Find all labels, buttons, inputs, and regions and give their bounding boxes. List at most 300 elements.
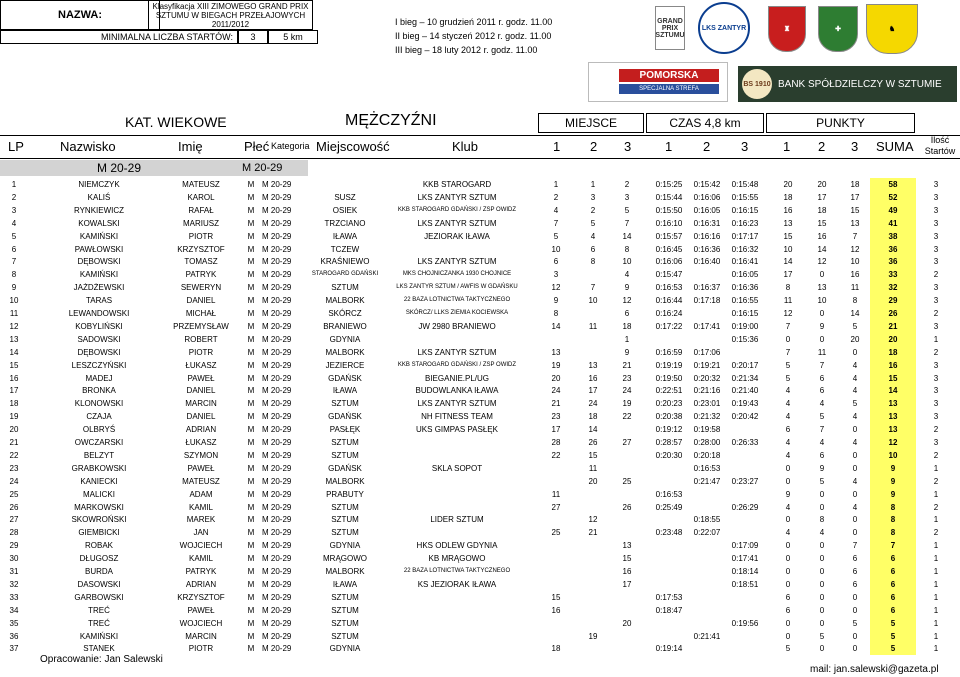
cell-p3: 5 bbox=[852, 321, 858, 331]
cell-c3: 0:21:40 bbox=[731, 386, 759, 396]
cell-miejscowosc: MALBORK bbox=[325, 347, 365, 357]
cell-m2: 14 bbox=[588, 425, 598, 435]
cell-m2 bbox=[583, 346, 603, 359]
cell-klub: JEZIORAK IŁAWA bbox=[424, 231, 490, 241]
table-row bbox=[0, 372, 960, 385]
punkty-header: PUNKTY bbox=[766, 113, 915, 133]
cell-miejscowosc: PRABUTY bbox=[326, 489, 364, 499]
cell-ilosc: 3 bbox=[933, 283, 939, 293]
cell-kategoria: M 20-29 bbox=[262, 438, 292, 447]
cell-miejscowosc: SZTUM bbox=[331, 618, 359, 628]
cell-imie: RAFAŁ bbox=[188, 205, 214, 215]
cell-p2: 4 bbox=[819, 528, 825, 538]
table-row bbox=[0, 462, 960, 475]
cell-imie: DANIEL bbox=[186, 412, 216, 422]
cell-ilosc: 3 bbox=[933, 218, 939, 228]
cell-ilosc: 3 bbox=[933, 399, 939, 409]
cell-c3 bbox=[726, 604, 764, 617]
cell-c1: 0:15:57 bbox=[655, 231, 683, 241]
cell-miejscowosc: SZTUM bbox=[331, 399, 359, 409]
cell-imie: WOJCIECH bbox=[179, 541, 223, 551]
cell-plec: M bbox=[247, 347, 255, 357]
cell-plec: M bbox=[247, 205, 255, 215]
cell-plec: M bbox=[247, 180, 255, 189]
cell-klub bbox=[378, 642, 536, 655]
cell-c1: 0:20:23 bbox=[655, 399, 683, 409]
cell-lp: 8 bbox=[11, 270, 17, 280]
cell-m1: 10 bbox=[551, 244, 561, 254]
cell-plec: M bbox=[247, 218, 255, 228]
cell-suma: 41 bbox=[870, 217, 916, 230]
table-row bbox=[0, 243, 960, 256]
cell-imie: KAROL bbox=[187, 192, 215, 202]
cell-c1 bbox=[650, 617, 688, 630]
cell-p2: 4 bbox=[819, 399, 825, 409]
cell-p1: 0 bbox=[785, 579, 791, 589]
cell-m3: 24 bbox=[622, 386, 632, 396]
cell-ilosc: 2 bbox=[933, 450, 939, 460]
cell-c1: 0:15:44 bbox=[655, 192, 683, 202]
author-mail: mail: jan.salewski@gazeta.pl bbox=[810, 664, 939, 675]
cell-m3: 2 bbox=[624, 180, 630, 189]
cell-c2: 0:20:32 bbox=[693, 373, 721, 383]
cell-c2: 0:17:18 bbox=[693, 296, 721, 306]
cell-suma: 38 bbox=[870, 230, 916, 243]
cell-c1: 0:16:06 bbox=[655, 257, 683, 267]
cell-c1: 0:28:57 bbox=[655, 438, 683, 447]
cell-p1: 9 bbox=[785, 489, 791, 499]
cell-imie: PAWEŁ bbox=[187, 605, 215, 615]
cell-m2 bbox=[583, 642, 603, 655]
cell-suma: 33 bbox=[870, 268, 916, 281]
cell-imie: SZYMON bbox=[183, 450, 219, 460]
cell-m3 bbox=[617, 462, 637, 475]
table-row bbox=[0, 346, 960, 359]
cell-klub: SKÓRCZ/ LLKS ZIEMIA KOCIEWSKA bbox=[405, 310, 509, 316]
table-row bbox=[0, 410, 960, 423]
table-row bbox=[0, 423, 960, 436]
kat-wiekowe: KAT. WIEKOWE bbox=[125, 114, 227, 130]
cell-c1: 0:23:48 bbox=[655, 528, 683, 538]
cell-plec: M bbox=[247, 270, 255, 280]
cell-m1 bbox=[546, 462, 566, 475]
cell-p2: 4 bbox=[819, 438, 825, 447]
cell-p1: 16 bbox=[783, 205, 793, 215]
cell-p2: 0 bbox=[819, 309, 825, 318]
cell-klub bbox=[378, 630, 536, 643]
cell-m3: 10 bbox=[622, 257, 632, 267]
cell-m2 bbox=[583, 539, 603, 552]
cell-c1: 0:15:25 bbox=[655, 180, 683, 189]
cell-suma: 32 bbox=[870, 281, 916, 294]
cell-ilosc: 3 bbox=[933, 321, 939, 331]
cell-c2 bbox=[688, 565, 726, 578]
cell-lp: 22 bbox=[9, 450, 19, 460]
cell-kategoria: M 20-29 bbox=[262, 205, 292, 215]
cell-m3: 14 bbox=[622, 231, 632, 241]
cell-c2 bbox=[688, 333, 726, 346]
cell-klub: LKS ZANTYR SZTUM bbox=[417, 218, 497, 228]
cell-m3: 19 bbox=[622, 399, 632, 409]
cell-suma: 9 bbox=[870, 475, 916, 488]
cell-lp: 17 bbox=[9, 386, 19, 396]
cell-c3: 0:15:55 bbox=[731, 192, 759, 202]
cell-c3 bbox=[726, 449, 764, 462]
cell-nazwisko: PAWŁOWSKI bbox=[74, 244, 124, 254]
cell-m2: 1 bbox=[590, 180, 596, 189]
bieg-2: II bieg – 14 styczeń 2012 r. godz. 11.00 bbox=[395, 31, 552, 41]
cell-klub: 22 BAZA LOTNICTWA TAKTYCZNEGO bbox=[403, 297, 511, 304]
cell-c3 bbox=[726, 462, 764, 475]
cell-m1: 24 bbox=[551, 386, 561, 396]
cell-imie: JAN bbox=[193, 528, 209, 538]
cell-m3 bbox=[617, 642, 637, 655]
bieg-3: III bieg – 18 luty 2012 r. godz. 11.00 bbox=[395, 45, 538, 55]
cell-c2: 0:22:07 bbox=[693, 528, 721, 538]
cell-p2: 5 bbox=[819, 476, 825, 486]
cell-kategoria: M 20-29 bbox=[262, 283, 292, 293]
cell-c3: 0:23:27 bbox=[731, 476, 759, 486]
cell-plec: M bbox=[247, 425, 255, 435]
cell-lp: 34 bbox=[9, 605, 19, 615]
cell-miejscowosc: GDYNIA bbox=[329, 644, 361, 654]
cell-miejscowosc: SZTUM bbox=[331, 605, 359, 615]
cell-kategoria: M 20-29 bbox=[262, 399, 292, 409]
cell-p1: 17 bbox=[783, 270, 793, 280]
cell-miejscowosc: SZTUM bbox=[331, 450, 359, 460]
cell-plec: M bbox=[247, 399, 255, 409]
cell-imie: DANIEL bbox=[186, 386, 216, 396]
cell-imie: WOJCIECH bbox=[179, 618, 223, 628]
cell-lp: 25 bbox=[9, 489, 19, 499]
cell-m2 bbox=[583, 578, 603, 591]
miejsce-header: MIEJSCE bbox=[538, 113, 644, 133]
cell-imie: MARCIN bbox=[185, 399, 217, 409]
cell-miejscowosc: SZTUM bbox=[331, 502, 359, 512]
cell-klub: JW 2980 BRANIEWO bbox=[418, 321, 496, 331]
cell-m1: 15 bbox=[551, 592, 561, 602]
cell-p3: 5 bbox=[852, 618, 858, 628]
cell-p1: 4 bbox=[785, 528, 791, 538]
cell-p3: 13 bbox=[850, 218, 860, 228]
cell-m3: 22 bbox=[622, 412, 632, 422]
cell-klub: LKS ZANTYR SZTUM / AWFIS W GDAŃSKU bbox=[396, 284, 518, 291]
table-row bbox=[0, 526, 960, 539]
cell-nazwisko: DASOWSKI bbox=[77, 579, 121, 589]
cell-miejscowosc: SZTUM bbox=[331, 515, 359, 525]
cell-p3: 0 bbox=[852, 605, 858, 615]
cell-plec: M bbox=[247, 412, 255, 422]
cell-p2: 12 bbox=[817, 257, 827, 267]
cell-lp: 6 bbox=[11, 244, 17, 254]
cell-m2: 11 bbox=[588, 463, 598, 473]
cell-m1: 3 bbox=[553, 270, 559, 280]
cell-p2: 9 bbox=[819, 463, 825, 473]
cell-klub: KB MRĄGOWO bbox=[428, 554, 486, 564]
cell-ilosc: 3 bbox=[933, 386, 939, 396]
cell-p1: 8 bbox=[785, 283, 791, 293]
col-c1: 1 bbox=[665, 139, 673, 154]
cell-p1: 0 bbox=[785, 554, 791, 564]
cell-miejscowosc: JEZIERCE bbox=[325, 360, 365, 370]
cell-c3: 0:20:17 bbox=[731, 360, 759, 370]
cell-kategoria: M 20-29 bbox=[262, 631, 292, 641]
cell-m1 bbox=[546, 552, 566, 565]
cell-m2: 4 bbox=[590, 231, 596, 241]
cell-m3: 6 bbox=[624, 309, 630, 318]
cell-suma: 21 bbox=[870, 320, 916, 333]
cell-plec: M bbox=[247, 476, 255, 486]
cell-imie: MARCIN bbox=[185, 631, 217, 641]
cell-c1: 0:20:38 bbox=[655, 412, 683, 422]
cell-ilosc: 1 bbox=[933, 579, 939, 589]
cell-kategoria: M 20-29 bbox=[262, 309, 292, 318]
cell-ilosc: 1 bbox=[933, 644, 939, 654]
cell-c2 bbox=[688, 488, 726, 501]
col-c2: 2 bbox=[703, 139, 711, 154]
cell-c3: 0:16:55 bbox=[731, 296, 759, 306]
cell-c1: 0:16:10 bbox=[655, 218, 683, 228]
cell-m3 bbox=[617, 513, 637, 526]
cell-suma: 36 bbox=[870, 243, 916, 256]
cell-m3: 13 bbox=[622, 541, 632, 551]
bank-name: BANK SPÓŁDZIELCZY W SZTUMIE bbox=[778, 78, 942, 90]
cell-lp: 16 bbox=[9, 373, 19, 383]
cell-m1: 2 bbox=[553, 192, 559, 202]
cell-c2: 0:16:05 bbox=[693, 205, 721, 215]
cell-c1: 0:17:53 bbox=[655, 592, 683, 602]
cell-kategoria: M 20-29 bbox=[262, 218, 292, 228]
sztum-crest: ♜ bbox=[768, 6, 806, 52]
cell-m1 bbox=[546, 539, 566, 552]
col-lp: LP bbox=[8, 139, 24, 154]
cell-p1: 7 bbox=[785, 347, 791, 357]
cell-klub: LKS ZANTYR SZTUM bbox=[417, 192, 497, 202]
cell-plec: M bbox=[247, 321, 255, 331]
cell-m1 bbox=[546, 578, 566, 591]
cell-m2: 13 bbox=[588, 360, 598, 370]
cell-nazwisko: BURDA bbox=[84, 567, 113, 576]
cell-ilosc: 3 bbox=[933, 360, 939, 370]
cell-p2: 0 bbox=[819, 489, 825, 499]
cell-kategoria: M 20-29 bbox=[262, 567, 292, 576]
cell-nazwisko: GIEMBICKI bbox=[78, 528, 120, 538]
grand-prix-logo: GRAND PRIX SZTUMU bbox=[655, 6, 685, 50]
cell-imie: KAMIL bbox=[188, 554, 213, 564]
cell-imie: ŁUKASZ bbox=[185, 360, 217, 370]
cell-plec: M bbox=[247, 644, 255, 654]
cell-c1 bbox=[650, 513, 688, 526]
cell-m2: 8 bbox=[590, 257, 596, 267]
cell-kategoria: M 20-29 bbox=[262, 515, 292, 525]
cell-p3: 11 bbox=[850, 283, 860, 293]
cell-ilosc: 2 bbox=[933, 425, 939, 435]
cell-c1 bbox=[650, 565, 688, 578]
cell-p2: 0 bbox=[819, 502, 825, 512]
cell-plec: M bbox=[247, 257, 255, 267]
cell-c1: 0:16:24 bbox=[655, 309, 683, 318]
cell-imie: ŁUKASZ bbox=[185, 438, 217, 447]
cell-miejscowosc: BRANIEWO bbox=[323, 321, 367, 331]
cell-p3: 0 bbox=[852, 425, 858, 435]
cell-p3: 4 bbox=[852, 386, 858, 396]
cell-suma: 49 bbox=[870, 204, 916, 217]
cell-kategoria: M 20-29 bbox=[262, 541, 292, 551]
cell-c2 bbox=[688, 591, 726, 604]
table-row bbox=[0, 230, 960, 243]
cell-suma: 5 bbox=[870, 642, 916, 655]
table-row bbox=[0, 591, 960, 604]
cell-nazwisko: DŁUGOSZ bbox=[79, 554, 119, 564]
cell-ilosc: 3 bbox=[933, 244, 939, 254]
cell-p1: 4 bbox=[785, 450, 791, 460]
cell-suma: 58 bbox=[870, 178, 916, 191]
cell-p1: 7 bbox=[785, 321, 791, 331]
cell-suma: 8 bbox=[870, 513, 916, 526]
cell-suma: 10 bbox=[870, 449, 916, 462]
cell-nazwisko: NIEMCZYK bbox=[78, 180, 120, 189]
nazwa-label: NAZWA: bbox=[0, 0, 160, 30]
cell-lp: 1 bbox=[11, 180, 17, 189]
cell-imie: PIOTR bbox=[188, 231, 214, 241]
cell-nazwisko: TREĆ bbox=[88, 618, 110, 628]
table-row bbox=[0, 578, 960, 591]
cell-kategoria: M 20-29 bbox=[262, 296, 292, 306]
cell-nazwisko: MALICKI bbox=[82, 489, 115, 499]
cell-c1 bbox=[650, 630, 688, 643]
cell-miejscowosc: GDYNIA bbox=[329, 541, 361, 551]
cell-m1: 1 bbox=[553, 180, 559, 189]
cell-p1: 0 bbox=[785, 334, 791, 344]
klasyfikacja-title bbox=[148, 0, 313, 30]
cell-imie: ADAM bbox=[189, 489, 213, 499]
cell-klub: UKS GIMPAS PASŁĘK bbox=[416, 425, 498, 435]
cell-kategoria: M 20-29 bbox=[262, 450, 292, 460]
bs-emblem: BS 1910 bbox=[742, 69, 772, 99]
cell-klub: KS JEZIORAK IŁAWA bbox=[417, 579, 497, 589]
cell-c3: 0:16:15 bbox=[731, 309, 759, 318]
gender-title: MĘŻCZYŹNI bbox=[345, 112, 437, 129]
cell-p3: 0 bbox=[852, 450, 858, 460]
cell-nazwisko: ROBAK bbox=[84, 541, 113, 551]
cell-p2: 15 bbox=[817, 218, 827, 228]
cell-p1: 0 bbox=[785, 541, 791, 551]
cell-imie: DANIEL bbox=[186, 296, 216, 306]
cell-lp: 5 bbox=[11, 231, 17, 241]
cell-ilosc: 2 bbox=[933, 270, 939, 280]
cell-plec: M bbox=[247, 334, 255, 344]
cell-ilosc: 1 bbox=[933, 334, 939, 344]
cell-m3: 9 bbox=[624, 347, 630, 357]
cell-suma: 13 bbox=[870, 423, 916, 436]
cell-p1: 20 bbox=[783, 180, 793, 189]
cell-lp: 24 bbox=[9, 476, 19, 486]
cell-m1: 13 bbox=[551, 347, 561, 357]
cell-p2: 20 bbox=[817, 180, 827, 189]
cell-suma: 13 bbox=[870, 410, 916, 423]
cell-p2: 0 bbox=[819, 334, 825, 344]
cell-m2: 2 bbox=[590, 205, 596, 215]
cell-c2: 0:19:58 bbox=[693, 425, 721, 435]
cell-p2: 7 bbox=[819, 360, 825, 370]
cell-imie: MAREK bbox=[186, 515, 216, 525]
cell-c3 bbox=[726, 526, 764, 539]
col-nazwisko: Nazwisko bbox=[60, 139, 116, 154]
cell-nazwisko: SADOWSKI bbox=[77, 334, 121, 344]
cell-lp: 11 bbox=[9, 309, 19, 318]
cell-imie: KRZYSZTOF bbox=[177, 592, 225, 602]
cell-suma: 5 bbox=[870, 617, 916, 630]
cell-c2: 0:16:37 bbox=[693, 283, 721, 293]
cell-imie: MATEUSZ bbox=[182, 476, 220, 486]
table-row bbox=[0, 617, 960, 630]
cell-miejscowosc: STAROGARD GDAŃSKI bbox=[311, 271, 379, 278]
cell-m1: 28 bbox=[551, 438, 561, 447]
cell-kategoria: M 20-29 bbox=[262, 321, 292, 331]
cell-m3: 3 bbox=[624, 192, 630, 202]
cell-klub bbox=[378, 333, 536, 346]
col-c3: 3 bbox=[741, 139, 749, 154]
cell-c2: 0:16:53 bbox=[693, 463, 721, 473]
cell-c2: 0:16:40 bbox=[693, 257, 721, 267]
cell-p3: 0 bbox=[852, 515, 858, 525]
table-row bbox=[0, 539, 960, 552]
cell-m2: 11 bbox=[588, 321, 598, 331]
column-header-row bbox=[0, 135, 960, 159]
cell-p1: 18 bbox=[783, 192, 793, 202]
cell-kategoria: M 20-29 bbox=[262, 528, 292, 538]
cell-c2: 0:16:06 bbox=[693, 192, 721, 202]
cell-m2: 10 bbox=[588, 296, 598, 306]
cell-p3: 4 bbox=[852, 360, 858, 370]
cell-kategoria: M 20-29 bbox=[262, 644, 292, 654]
bank-logo bbox=[738, 66, 957, 102]
cell-c1 bbox=[650, 462, 688, 475]
cell-p1: 0 bbox=[785, 567, 791, 576]
cell-p3: 7 bbox=[852, 541, 858, 551]
cell-m3: 16 bbox=[622, 567, 632, 576]
cell-c2 bbox=[688, 539, 726, 552]
cell-imie: MARIUSZ bbox=[183, 218, 219, 228]
cell-nazwisko: KOBYLIŃSKI bbox=[75, 321, 123, 331]
cell-c2: 0:19:21 bbox=[693, 360, 721, 370]
cell-p3: 4 bbox=[852, 412, 858, 422]
cell-lp: 7 bbox=[11, 257, 17, 267]
cell-m1: 20 bbox=[551, 373, 561, 383]
powiat-crest: ✚ bbox=[818, 6, 858, 52]
cell-klub: SKLA SOPOT bbox=[431, 463, 483, 473]
cell-m3 bbox=[617, 630, 637, 643]
cell-m2: 15 bbox=[588, 450, 598, 460]
cell-c2 bbox=[688, 642, 726, 655]
cell-ilosc: 1 bbox=[933, 489, 939, 499]
cell-lp: 12 bbox=[9, 321, 19, 331]
cell-p2: 5 bbox=[819, 631, 825, 641]
cell-nazwisko: BRONKA bbox=[82, 386, 116, 396]
cell-m2: 3 bbox=[590, 192, 596, 202]
cell-suma: 8 bbox=[870, 526, 916, 539]
cell-kategoria: M 20-29 bbox=[262, 180, 292, 189]
cell-miejscowosc: IŁAWA bbox=[332, 231, 358, 241]
cell-p3: 0 bbox=[852, 489, 858, 499]
cell-c1: 0:20:30 bbox=[655, 450, 683, 460]
table-row bbox=[0, 449, 960, 462]
cell-nazwisko: KLONOWSKI bbox=[74, 399, 124, 409]
cell-ilosc: 2 bbox=[933, 309, 939, 318]
cell-p1: 0 bbox=[785, 631, 791, 641]
cell-p1: 5 bbox=[785, 373, 791, 383]
cell-ilosc: 3 bbox=[933, 180, 939, 189]
